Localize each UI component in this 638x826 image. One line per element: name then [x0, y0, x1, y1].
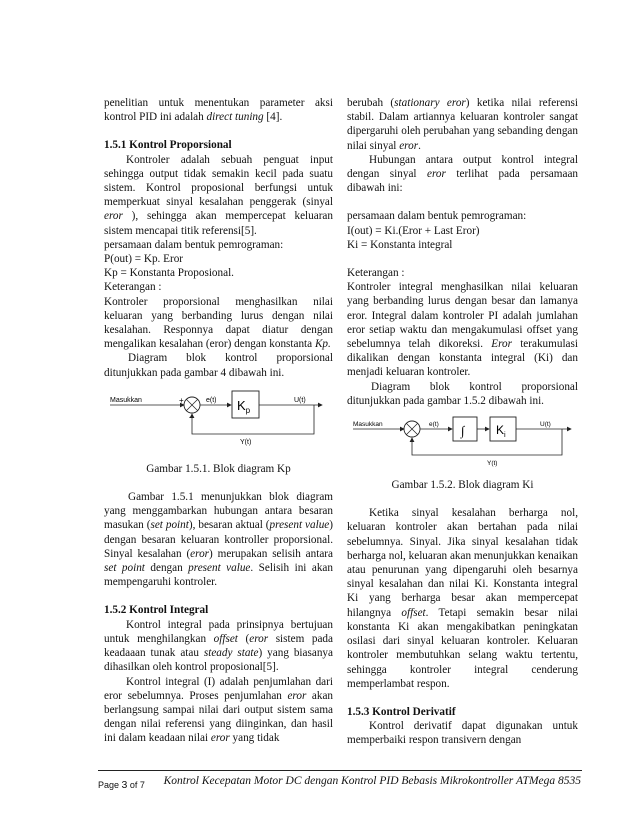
equation: I(out) = Ki.(Eror + Last Eror)	[347, 224, 480, 237]
paragraph: Ketika sinyal kesalahan berharga nol, keluaran kontroler akan bertahan pada nilai sebelumnya. Sinyal. Jika sinyal kesalahan tidak berharga nol, keluaran akan menunjukkan kenaikan atau penurunan yang dipengaruhi oleh besarnya sinyal kesalahan dan nilai Ki. Konstanta integral Ki yang berharga besar akan mempercepat hilangnya offset. Tetapi semakin besar nilai konstanta Ki akan mengakibatkan peningkatan osilasi dari sinyal keluaran kontroler. Keluaran kontroler membutuhkan selang waktu tertentu, sehingga kontroler integral cenderung memperlambat respon.	[347, 507, 578, 690]
left-column	[104, 96, 333, 746]
paragraph: Gambar 1.5.1 menunjukkan blok diagram yang menggambarkan hubungan antara besaran masukan (set point), besaran aktual (present value) dengan besaran keluaran kontroller proporsional. Sinyal kesalahan (eror) merupakan selisih antara set point dengan present value. Selisih ini akan mempengaruhi kontroler.	[104, 491, 333, 589]
right-column	[347, 96, 578, 748]
paragraph: persamaan dalam bentuk pemrograman:	[347, 210, 527, 223]
paragraph: Keterangan :	[347, 267, 405, 280]
integral-block	[453, 417, 477, 441]
section-heading-derivatif: 1.5.3 Kontrol Derivatif	[347, 705, 456, 718]
section-heading-integral: 1.5.2 Kontrol Integral	[104, 604, 209, 617]
equation: Kp = Konstanta Proposional.	[104, 267, 234, 280]
diagram1-input-label: Masukkan	[110, 396, 142, 404]
ki-block-label: $K_i$	[496, 423, 506, 440]
footer-divider	[98, 770, 582, 771]
page-number: Page 3 of 7	[98, 779, 145, 791]
paragraph: Kontroler adalah sebuah penguat input sehingga output tidak semakin kecil pada suatu sistem. Kontrol proposional berfungsi untuk memperkuat sinyal kesalahan penggerak (sinyal eror ), sehingga akan mempercepat keluaran sistem mencapai titik referensi[5].	[104, 153, 333, 237]
block-diagram-ki	[347, 408, 578, 470]
paragraph: Kontrol integral (I) adalah penjumlahan dari eror sebelumnya. Proses penjumlahan eror akan berlangsung sampai nilai dari output sistem sama dengan nilai referensi yang diinginkan, dan hasil ini dalam keadaan nilai eror yang tidak	[104, 675, 333, 745]
paragraph: Hubungan antara output kontrol integral dengan sinyal eror terlihat pada persamaan dibawah ini:	[347, 153, 579, 195]
paragraph: Diagram blok kontrol proporsional ditunjukkan pada gambar 4 dibawah ini.	[104, 352, 333, 379]
diagram1-error-label: e(t)	[206, 396, 217, 404]
paragraph: Keterangan :	[104, 281, 162, 294]
paragraph: Kontrol derivatif dapat digunakan untuk memperbaiki respon transivern dengan	[347, 720, 578, 747]
integral-symbol: ∫	[461, 423, 465, 439]
equation: P(out) = Kp. Eror	[104, 253, 184, 266]
figure-caption-2: Gambar 1.5.2. Blok diagram Ki	[391, 479, 534, 492]
diagram1-output-label: U(t)	[294, 396, 306, 404]
paragraph: Kontroler integral menghasilkan nilai keluaran yang berbanding lurus dengan besar dan lamanya eror. Integral dalam kontroler PI adalah jumlahan eror setiap waktu dan mengakumulasi offset yang sebelumnya telah dikoreksi. Eror terakumulasi dikalikan dengan konstanta integral (Ki) dan menjadi keluaran kontroler.	[347, 281, 578, 379]
paragraph: Kontrol integral pada prinsipnya bertujuan untuk menghilangkan offset (eror sistem pada keadaaan tunak atau steady state) yang biasanya dihasilkan oleh kontrol proposional[5].	[104, 618, 333, 674]
diagram2-input-label: Masukkan	[353, 421, 383, 429]
kp-block-label: $K_p$	[237, 397, 251, 415]
equation: Ki = Konstanta integral	[347, 238, 453, 251]
diagram2-feedback-label: Y(t)	[487, 460, 498, 468]
paragraph: persamaan dalam bentuk pemrograman:	[104, 238, 284, 251]
diagram2-output-label: U(t)	[540, 421, 551, 429]
footer-title: Kontrol Kecepatan Motor DC dengan Kontrol PID Bebasis Mikrokontroller ATMega 8535	[163, 775, 581, 787]
paragraph: penelitian untuk menentukan parameter aksi kontrol PID ini adalah direct tuning [4].	[104, 97, 333, 124]
section-heading-proporsional: 1.5.1 Kontrol Proporsional	[104, 139, 232, 152]
paragraph: Diagram blok kontrol proporsional ditunjukkan pada gambar 1.5.2 dibawah ini.	[347, 380, 578, 407]
block-diagram-kp	[104, 380, 333, 454]
diagram1-feedback-label: Y(t)	[240, 438, 252, 446]
plus-sign: +	[179, 395, 184, 405]
figure-caption-1: Gambar 1.5.1. Blok diagram Kp	[146, 462, 291, 475]
diagram2-error-label: e(t)	[429, 421, 439, 429]
paragraph: Kontroler proporsional menghasilkan nilai keluaran yang berbanding lurus dengan nilai kesalahan. Responnya dapat diatur dengan mengalikan kesalahan (eror) dengan konstanta Kp.	[104, 295, 333, 351]
paragraph: berubah (stationary eror) ketika nilai referensi stabil. Dalam artiannya keluaran kontroler sangat dipergaruhi oleh perubahan yang sebanding dengan nilai sinyal eror.	[347, 97, 578, 152]
minus-sign: -	[189, 411, 192, 422]
